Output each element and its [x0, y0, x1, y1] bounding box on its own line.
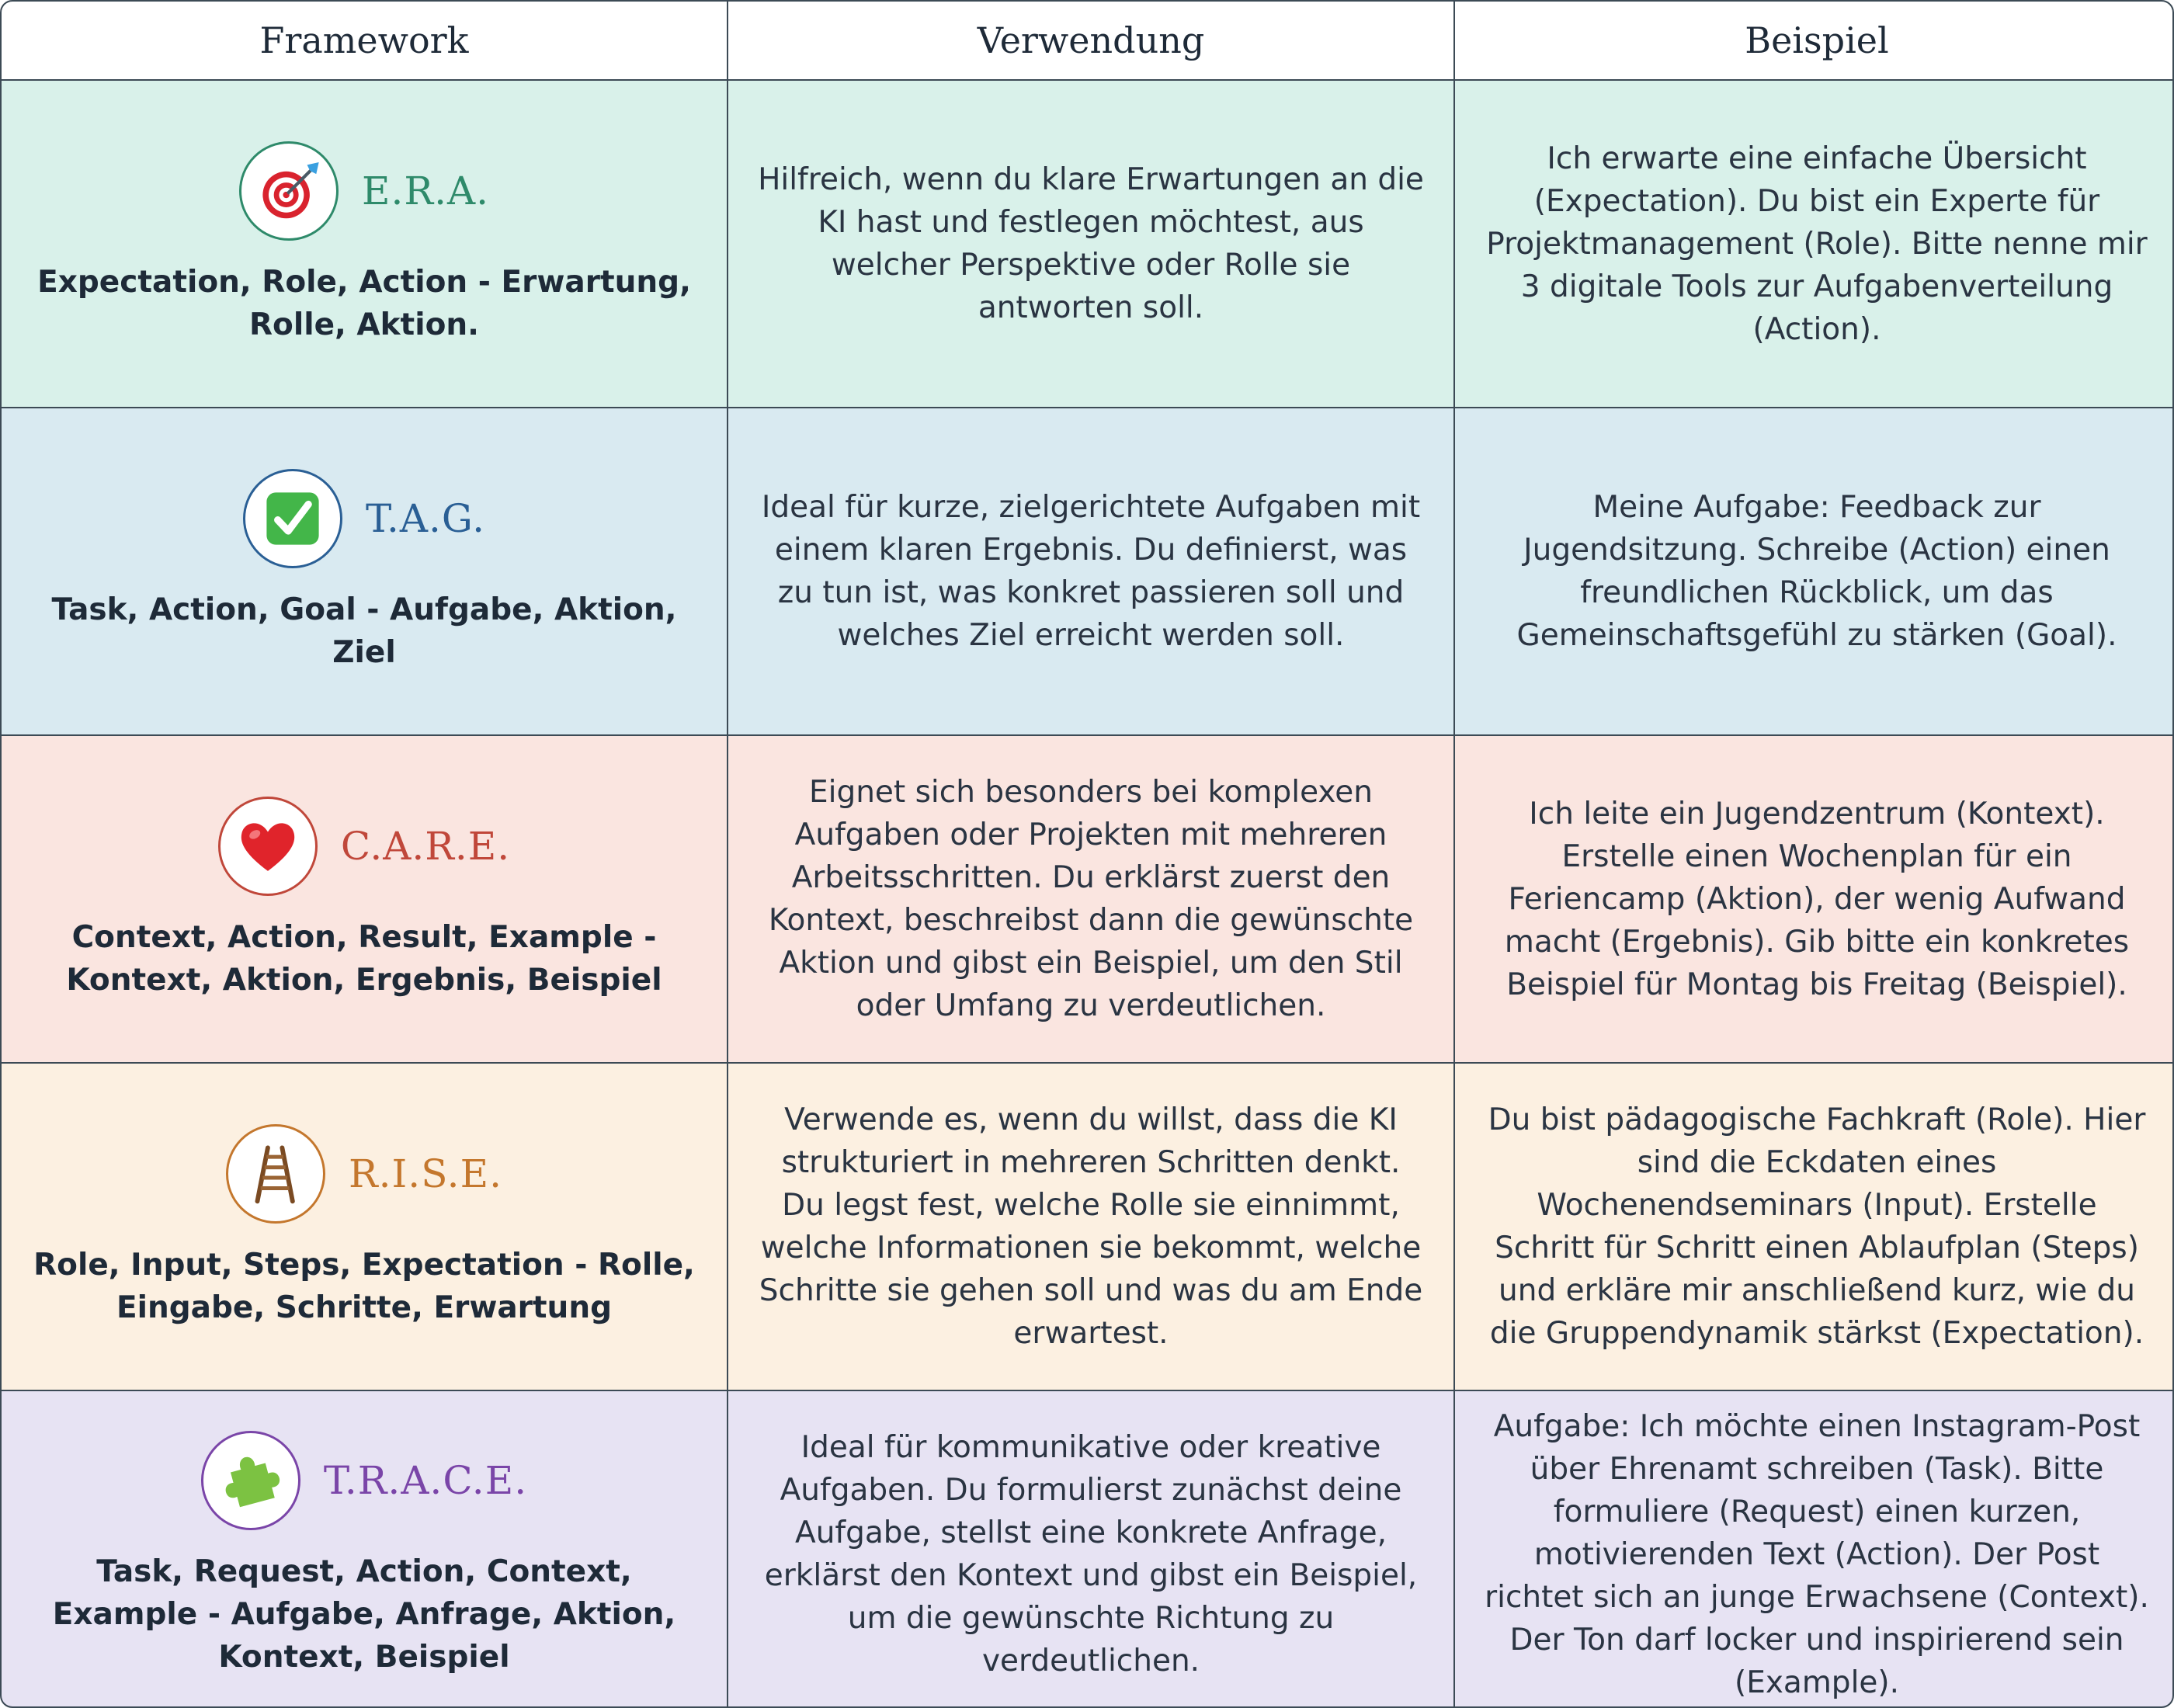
usage-cell: Eignet sich besonders bei komplexen Aufgaben oder Projekten mit mehreren Arbeitsschritten. Du erklärst zuerst den Kontext, beschreibst dann die gewünschte Aktion und gibst ein Beispiel, um den Stil oder Umfang zu verdeutlichen. [728, 736, 1453, 1062]
example-cell: Ich leite ein Jugendzentrum (Kontext). Erstelle einen Wochenplan für ein Feriencamp (Aktion), der wenig Aufwand macht (Ergebnis). Gib bitte ein konkretes Beispiel für Montag bis Freitag (Beispiel). [1455, 736, 2174, 1062]
usage-cell: Ideal für kommunikative oder kreative Aufgaben. Du formulierst zunächst deine Aufgabe, stellst eine konkrete Anfrage, erklärst den Kontext und gibst ein Beispiel, um die gewünschte Richtung zu verdeutlichen. [728, 1391, 1453, 1708]
target-icon [239, 141, 339, 241]
header-framework: Framework [2, 2, 727, 79]
ladder-icon [226, 1124, 325, 1224]
header-verwendung: Verwendung [728, 2, 1453, 79]
framework-description: Task, Action, Goal - Aufgabe, Aktion, Ziel [51, 592, 677, 670]
example-cell: Aufgabe: Ich möchte einen Instagram-Post über Ehrenamt schreiben (Task). Bitte formuliere (Request) einen kurzen, motivierenden Text (Action). Der Post richtet sich an junge Erwachsene (Context). Der Ton darf locker und inspirierend sein (Example). [1455, 1391, 2174, 1708]
puzzle-piece-icon [201, 1431, 300, 1530]
framework-description: Role, Input, Steps, Expectation - Rolle, Eingabe, Schritte, Erwartung [33, 1248, 695, 1325]
usage-cell: Verwende es, wenn du willst, dass die KI strukturiert in mehreren Schritten denkt. Du legst fest, welche Rolle sie einnimmt, welche Informationen sie bekommt, welche Schritte sie gehen soll und was du am Ende erwartest. [728, 1064, 1453, 1390]
usage-cell: Hilfreich, wenn du klare Erwartungen an die KI hast und festlegen möchtest, aus welcher Perspektive oder Rolle sie antworten soll. [728, 81, 1453, 407]
framework-cell [2, 408, 727, 734]
header-beispiel: Beispiel [1455, 2, 2174, 79]
usage-cell: Ideal für kurze, zielgerichtete Aufgaben mit einem klaren Ergebnis. Du definierst, was zu tun ist, was konkret passieren soll und welches Ziel erreicht werden soll. [728, 408, 1453, 734]
framework-description: Context, Action, Result, Example - Kontext, Aktion, Ergebnis, Beispiel [66, 920, 662, 998]
framework-cell [2, 1064, 727, 1390]
example-cell: Meine Aufgabe: Feedback zur Jugendsitzung. Schreibe (Action) einen freundlichen Rückblick, um das Gemeinschaftsgefühl zu stärken (Goal). [1455, 408, 2174, 734]
framework-cell [2, 1391, 727, 1708]
framework-name: T.A.G. [366, 496, 485, 541]
example-cell: Ich erwarte eine einfache Übersicht (Expectation). Du bist ein Experte für Projektmanagement (Role). Bitte nenne mir 3 digitale Tools zur Aufgabenverteilung (Action). [1455, 81, 2174, 407]
heart-icon [218, 797, 318, 896]
framework-cell [2, 736, 727, 1062]
framework-name: C.A.R.E. [340, 824, 511, 869]
check-mark-icon [243, 469, 342, 568]
framework-name: T.R.A.C.E. [323, 1457, 528, 1503]
framework-cell [2, 81, 727, 407]
framework-name: E.R.A. [362, 168, 489, 214]
framework-description: Expectation, Role, Action - Erwartung, Rolle, Aktion. [37, 265, 691, 342]
framework-name: R.I.S.E. [349, 1151, 502, 1196]
framework-description: Task, Request, Action, Context, Example - Aufgabe, Anfrage, Aktion, Kontext, Beispiel [52, 1554, 676, 1675]
example-cell: Du bist pädagogische Fachkraft (Role). Hier sind die Eckdaten eines Wochenendseminars (Input). Erstelle Schritt für Schritt einen Ablaufplan (Steps) und erkläre mir anschließend kurz, wie du die Gruppendynamik stärkst (Expectation). [1455, 1064, 2174, 1390]
